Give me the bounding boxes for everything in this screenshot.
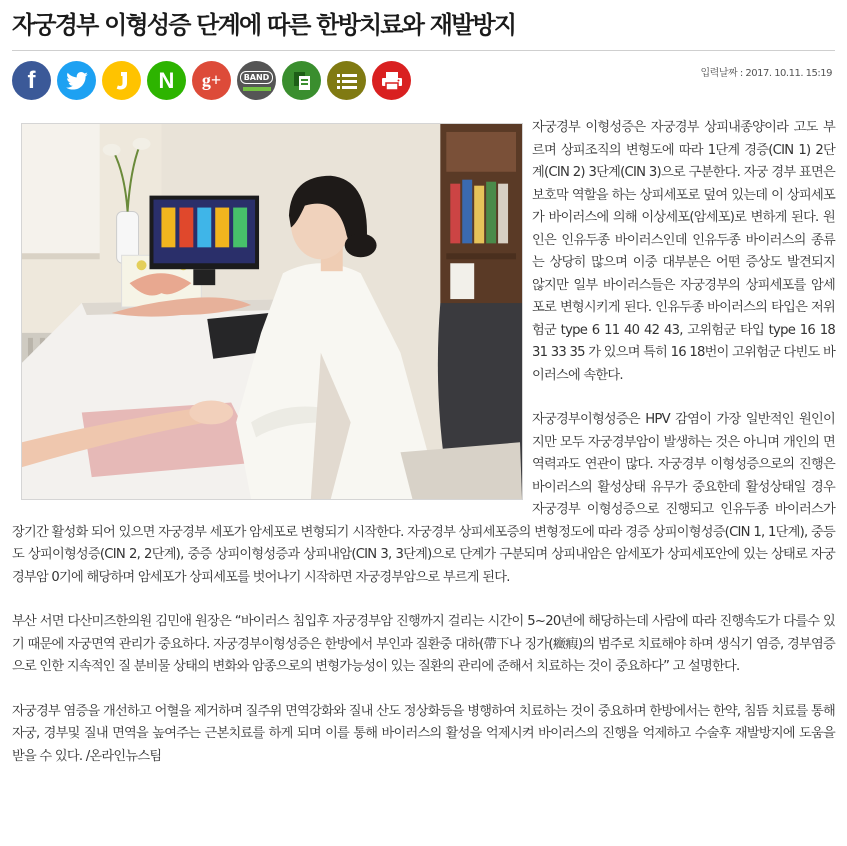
- article-paragraph: 자궁경부 이형성증은 자궁경부 상피내종양이라 고도 부르며 상피조직의 변형도에 따라 1단계 경증(CIN 1) 2단계(CIN 2) 3단계(CIN 3)으로 구분한다. 자궁 경부 표면은 보호막 역할을 하는 상피세포로 덮여 있는데 이 상피세포가 바이러스에 의해 이상세포(암세포)로 변하게 된다. 원인은 인유두종 바이러스인데 인유두종 바이러스의 종류는 상당히 많으며 이중 대부분은 어떤 증상도 발견되지 않지만 일부 바이러스들은 자궁경부의 상피세포를 암세포로 변형시키게 된다. 인유두종 바이러스의 타입은 저위험군 type 6 11 40 42 43, 고위험군 타입 type 16 18 31 33 35 가 있으며 특히 16 18번이 고위험군 다빈도 바이러스에 속한다.: [532, 120, 835, 383]
- article-body: [12, 117, 835, 790]
- band-underline: [243, 87, 271, 91]
- print-icon: [381, 71, 403, 91]
- title-divider: [12, 50, 835, 51]
- kakaostory-share-button[interactable]: [102, 61, 141, 100]
- naver-icon: N: [158, 67, 175, 93]
- article-paragraph: 자궁경부 염증을 개선하고 어혈을 제거하며 질주위 면역강화와 질내 산도 정상화등을 병행하여 치료하는 것이 중요하며 한방에서는 한약, 침뜸 치료를 통해 자궁, 경부및 질내 면역을 높여주는 근본치료를 하게 되며 이를 통해 바이러스의 활성을 억제시켜 바이러스의 진행을 억제하고 수술후 재발방지에 도움을 받을 수 있다. /온라인뉴스팀: [12, 703, 835, 764]
- googleplus-share-button[interactable]: [192, 61, 231, 100]
- facebook-share-button[interactable]: [12, 61, 51, 100]
- naver-share-button[interactable]: [147, 61, 186, 100]
- list-icon: [336, 72, 358, 90]
- publish-date: 입력날짜 : 2017. 10.11. 15:19: [700, 68, 832, 79]
- twitter-icon: [66, 72, 88, 90]
- print-button[interactable]: [372, 61, 411, 100]
- facebook-icon: f: [27, 66, 36, 94]
- photo-spacer: [12, 117, 532, 512]
- article-title: 자궁경부 이형성증 단계에 따른 한방치료와 재발방지: [12, 11, 516, 39]
- copy-icon: [292, 70, 312, 92]
- article-paragraph: 부산 서면 다산미즈한의원 김민애 원장은 “바이러스 침입후 자궁경부암 진행까지 걸리는 시간이 5~20년에 해당하는데 사람에 따라 진행속도가 다를수 있기 때문에 자궁면역 관리가 중요하다. 자궁경부이형성증은 한방에서 부인과 질환중 대하(帶下나 징가(癥瘕)의 범주로 치료해야 하며 생식기 염증, 경부염증으로 인한 지속적인 질 분비물 상태의 변화와 암종으로의 변형가능성이 있는 질환의 관리에 준해서 치료하는 것이 중요하다” 고 설명한다.: [12, 614, 835, 674]
- twitter-share-button[interactable]: [57, 61, 96, 100]
- band-icon: BAND: [240, 71, 274, 84]
- share-bar: [12, 61, 411, 101]
- list-button[interactable]: [327, 61, 366, 100]
- copy-link-button[interactable]: [282, 61, 321, 100]
- band-share-button[interactable]: [237, 61, 276, 100]
- article-paragraph: 자궁경부이형성증은 HPV 감염이 가장 일반적인 원인이지만 모두 자궁경부암이 발생하는 것은 아니며 개인의 면역력과도 연관이 많다. 자궁경부 이형성증으로의 진행은 바이러스의 활성상태 유무가 중요한데 활성상태일 경우 자궁경부 이형성증으로 진행되고 인유두종 바이러스가 장기간 활성화 되어 있으면 자궁경부 세포가 암세포로 변형되기 시작한다. 자궁경부 상피세포증의 변형정도에 따라 경증 상피이형성증(CIN 1, 1단계), 중등도 상피이형성증(CIN 2, 2단계), 중증 상피이형성증과 상피내암(CIN 3, 3단계)으로 단계가 구분되며 상피내암은 암세포가 상피세포안에 있는 상태로 자궁경부암 0기에 해당하며 암세포가 상피세포를 벗어나기 시작하면 자궁경부암으로 부르게 된다.: [12, 412, 835, 585]
- googleplus-icon: g+: [201, 70, 222, 90]
- kakaostory-icon: [112, 70, 132, 92]
